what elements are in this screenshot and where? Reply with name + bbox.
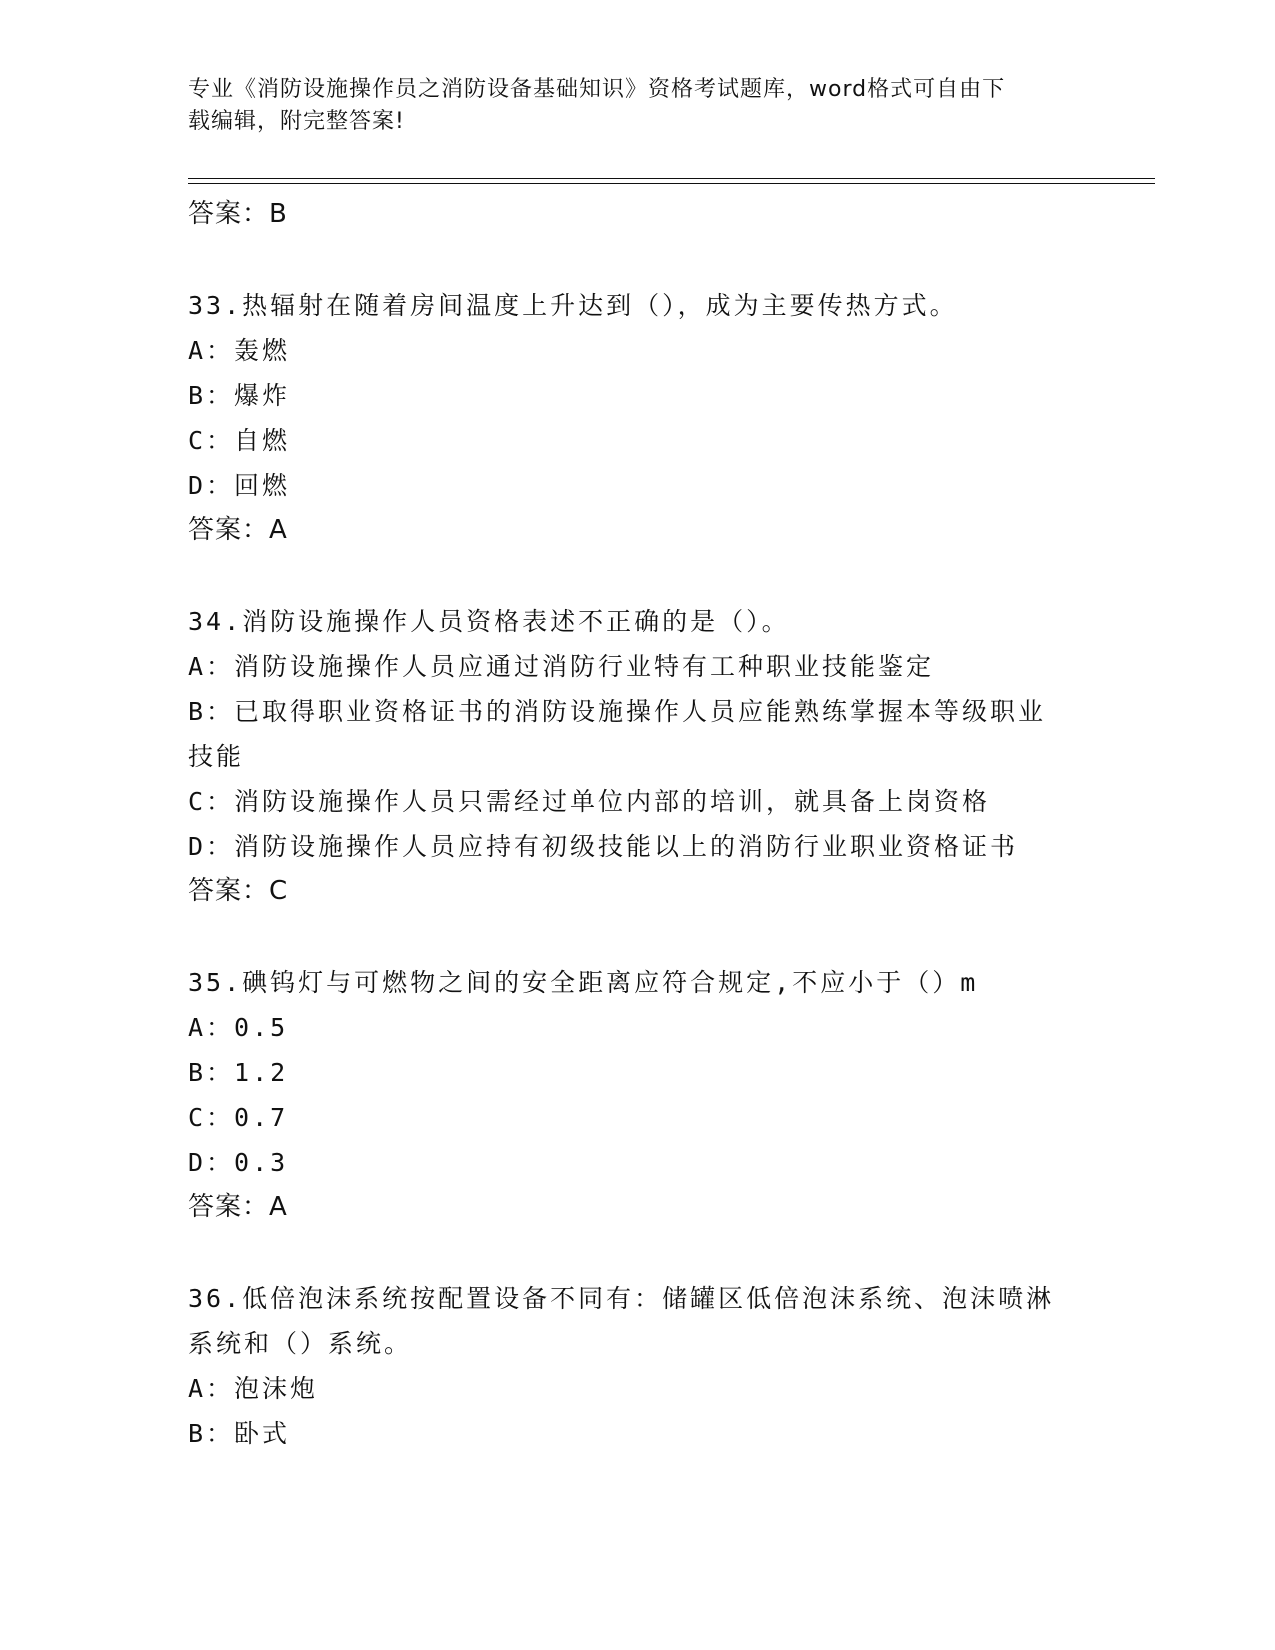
option-b-continued: 技能	[188, 742, 245, 771]
option-c: C：0.7	[188, 1103, 289, 1132]
question-stem-continued: 系统和（）系统。	[188, 1329, 413, 1358]
previous-answer: 答案：B	[188, 199, 288, 229]
option-d: D：0.3	[188, 1148, 289, 1177]
question-34	[188, 599, 1088, 914]
option-a: A：0.5	[188, 1013, 289, 1042]
answer: 答案：A	[188, 1192, 288, 1222]
question-36	[188, 1276, 1088, 1456]
question-stem: 34.消防设施操作人员资格表述不正确的是（）。	[188, 607, 790, 636]
answer: 答案：C	[188, 876, 289, 906]
option-d: D：消防设施操作人员应持有初级技能以上的消防行业职业资格证书	[188, 832, 1019, 861]
question-33	[188, 283, 1088, 553]
answer: 答案：A	[188, 515, 288, 545]
header-divider-top	[188, 178, 1155, 179]
document-header	[188, 74, 1068, 138]
question-stem: 33.热辐射在随着房间温度上升达到（），成为主要传热方式。	[188, 291, 958, 320]
question-stem: 35.碘钨灯与可燃物之间的安全距离应符合规定,不应小于（）m	[188, 968, 979, 997]
spacer	[188, 553, 1088, 599]
option-a: A：轰燃	[188, 336, 291, 365]
option-a: A：泡沫炮	[188, 1374, 319, 1403]
option-b: B：爆炸	[188, 381, 291, 410]
header-divider-bottom	[188, 183, 1155, 184]
header-line-2: 载编辑，附完整答案!	[188, 109, 405, 134]
question-list	[188, 192, 1088, 1456]
option-b: B：已取得职业资格证书的消防设施操作人员应能熟练掌握本等级职业	[188, 697, 1047, 726]
question-stem: 36.低倍泡沫系统按配置设备不同有：储罐区低倍泡沫系统、泡沫喷淋	[188, 1284, 1055, 1313]
option-b: B：1.2	[188, 1058, 289, 1087]
spacer	[188, 237, 1088, 283]
question-35	[188, 960, 1088, 1230]
option-b: B：卧式	[188, 1419, 291, 1448]
option-c: C：消防设施操作人员只需经过单位内部的培训，就具备上岗资格	[188, 787, 991, 816]
option-c: C：自燃	[188, 426, 291, 455]
option-a: A：消防设施操作人员应通过消防行业特有工种职业技能鉴定	[188, 652, 935, 681]
spacer	[188, 914, 1088, 960]
spacer	[188, 1230, 1088, 1276]
option-d: D：回燃	[188, 471, 291, 500]
header-line-1: 专业《消防设施操作员之消防设备基础知识》资格考试题库，word格式可自由下	[188, 77, 1006, 102]
